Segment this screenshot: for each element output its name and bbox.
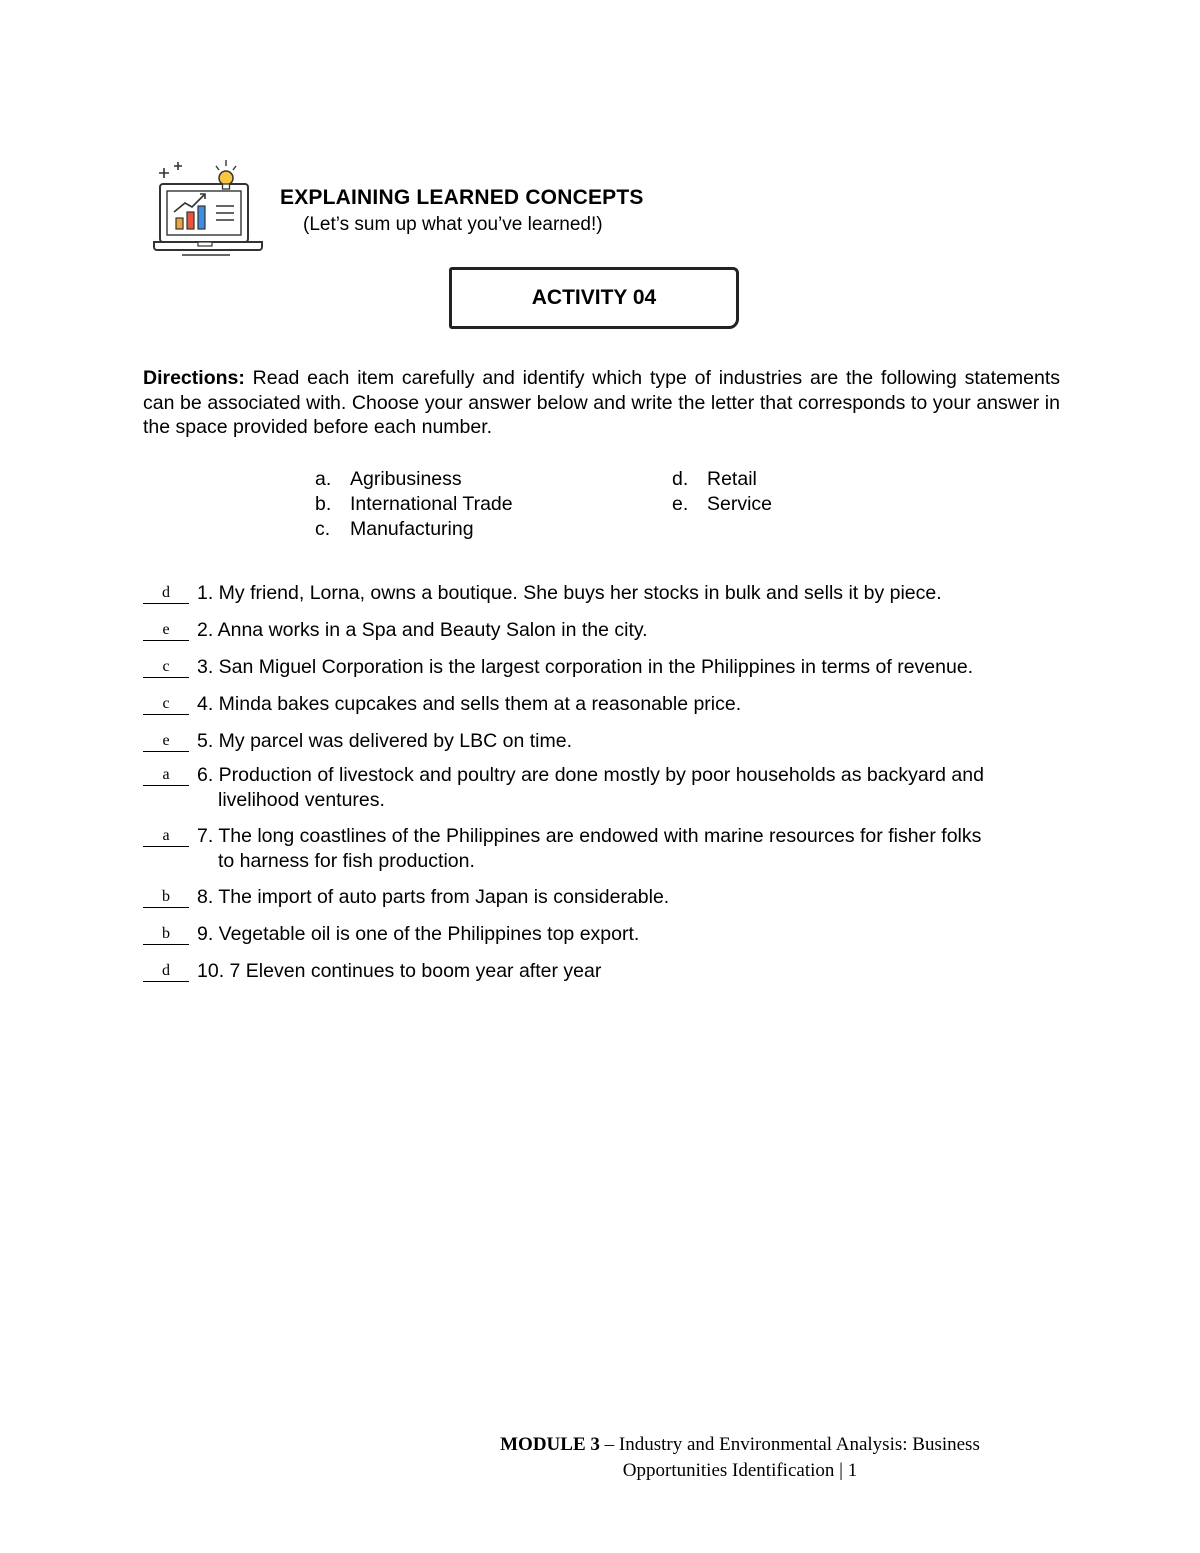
answer-letter: a <box>162 766 170 783</box>
answer-letter: c <box>162 658 170 675</box>
choice-item <box>672 492 772 517</box>
answer-blank[interactable] <box>143 763 189 788</box>
choice-letter: a. <box>315 468 332 490</box>
question-text: 3. San Miguel Corporation is the largest corporation in the Philippines in terms of revenue. <box>197 656 974 678</box>
laptop-chart-icon <box>150 156 265 258</box>
question-item <box>143 922 1073 947</box>
choice-label: Manufacturing <box>350 518 474 540</box>
answer-blank[interactable] <box>143 692 189 717</box>
choices-left-column <box>315 467 513 542</box>
answer-blank[interactable] <box>143 824 189 849</box>
answer-letter: b <box>162 925 170 942</box>
answer-letter: d <box>162 584 170 601</box>
choice-item <box>315 467 513 492</box>
answer-letter: e <box>162 732 170 749</box>
choice-item <box>315 517 513 542</box>
question-item <box>143 581 1073 606</box>
answer-blank[interactable] <box>143 959 189 984</box>
answer-blank[interactable] <box>143 581 189 606</box>
question-text: 7. The long coastlines of the Philippines are endowed with marine resources for fisher folks <box>197 825 982 847</box>
question-text: 5. My parcel was delivered by LBC on time. <box>197 730 572 752</box>
answer-letter: e <box>162 621 170 638</box>
question-item <box>143 692 1073 717</box>
choice-letter: b. <box>315 493 332 515</box>
choice-letter: d. <box>672 468 689 490</box>
choices-right-column <box>672 467 772 517</box>
choice-label: International Trade <box>350 493 513 515</box>
question-item <box>143 824 1073 874</box>
choice-label: Service <box>707 493 773 515</box>
answer-blank[interactable] <box>143 618 189 643</box>
question-item <box>143 729 1073 754</box>
question-list <box>143 581 1073 984</box>
page-footer <box>460 1432 1020 1484</box>
section-subtitle: (Let’s sum up what you’ve learned!) <box>303 214 603 235</box>
question-text-continued: to harness for fish production. <box>218 850 475 872</box>
choice-label: Agribusiness <box>350 468 462 490</box>
section-title: EXPLAINING LEARNED CONCEPTS <box>280 186 644 209</box>
question-item <box>143 959 1073 984</box>
activity-label-text: ACTIVITY 04 <box>531 286 657 309</box>
answer-blank[interactable] <box>143 729 189 754</box>
question-text: 2. Anna works in a Spa and Beauty Salon in the city. <box>197 619 648 641</box>
question-text-continued: livelihood ventures. <box>218 789 385 811</box>
answer-blank[interactable] <box>143 922 189 947</box>
answer-letter: d <box>162 962 170 979</box>
choice-item <box>315 492 513 517</box>
footer-title-line1: – Industry and Environmental Analysis: Business <box>599 1434 980 1455</box>
choice-letter: c. <box>315 518 331 540</box>
question-item <box>143 885 1073 910</box>
question-text: 6. Production of livestock and poultry are done mostly by poor households as backyard and <box>197 764 984 786</box>
directions-label: Directions: <box>143 367 245 389</box>
question-text: 8. The import of auto parts from Japan is considerable. <box>197 886 670 908</box>
choice-item <box>672 467 772 492</box>
answer-blank[interactable] <box>143 655 189 680</box>
directions-text: Read each item carefully and identify which type of industries are the following statements can be associated with. Choose your answer below and write the letter that corresponds to your answer in the space provided before each number. <box>143 367 1060 438</box>
answer-letter: a <box>162 827 170 844</box>
footer-title-line2: Opportunities Identification | 1 <box>622 1460 858 1481</box>
answer-blank[interactable] <box>143 885 189 910</box>
question-item <box>143 763 1073 813</box>
question-text: 9. Vegetable oil is one of the Philippines top export. <box>197 923 640 945</box>
answer-letter: c <box>162 695 170 712</box>
question-item <box>143 618 1073 643</box>
choice-label: Retail <box>707 468 757 490</box>
question-text: 1. My friend, Lorna, owns a boutique. She buys her stocks in bulk and sells it by piece. <box>197 582 942 604</box>
question-text: 4. Minda bakes cupcakes and sells them at a reasonable price. <box>197 693 742 715</box>
activity-label <box>449 267 739 329</box>
directions-paragraph <box>143 366 1060 440</box>
question-text: 10. 7 Eleven continues to boom year after year <box>197 960 602 982</box>
question-item <box>143 655 1073 680</box>
footer-module: MODULE 3 <box>500 1434 600 1455</box>
choice-letter: e. <box>672 493 689 515</box>
answer-letter: b <box>162 888 170 905</box>
